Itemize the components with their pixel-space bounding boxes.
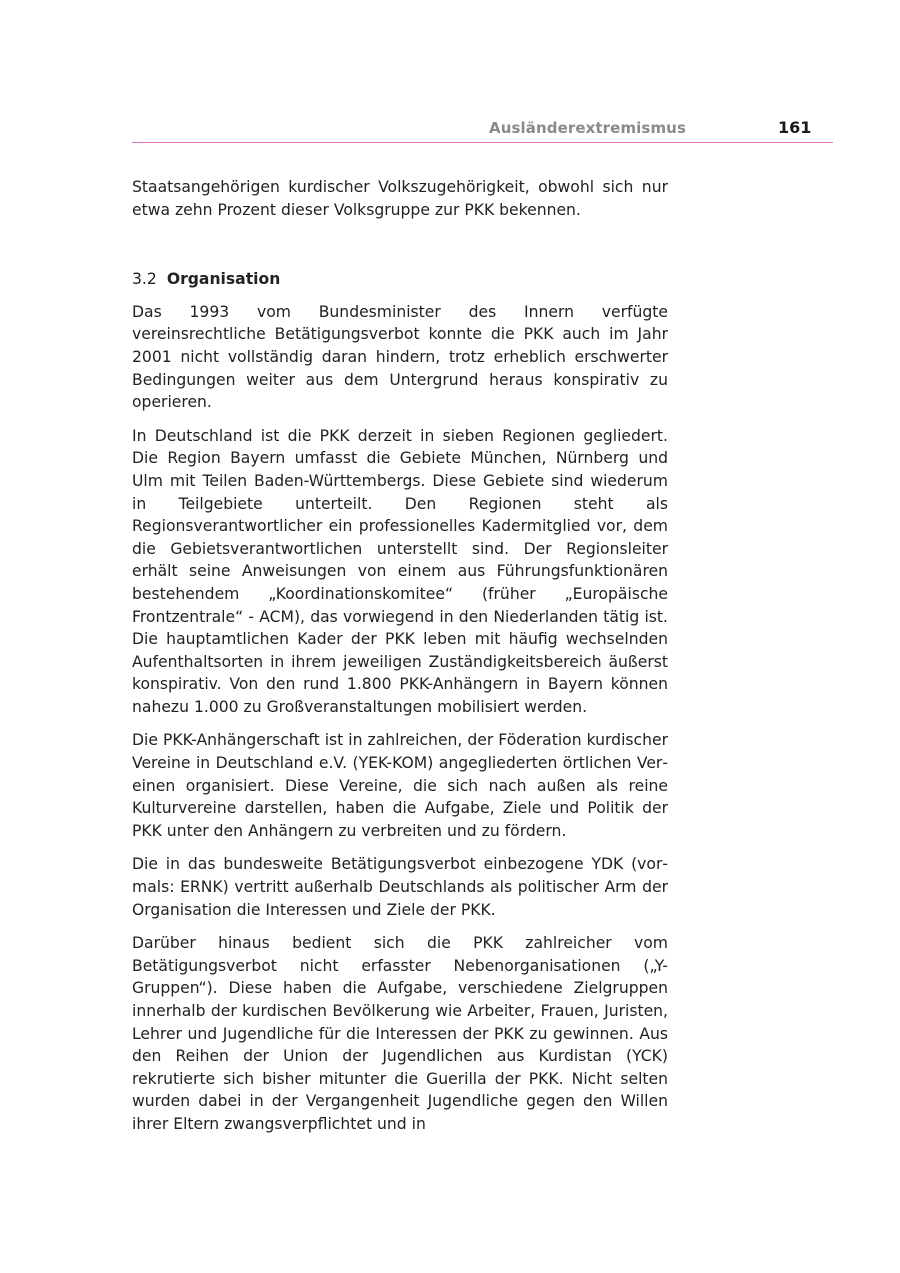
page-number: 161	[778, 118, 812, 137]
paragraph: Die in das bundesweite Betätigungsverbot einbezogene YDK (vormals: ERNK) vertritt außerhalb Deutschlands als politischer Arm der Organisation die Interessen und Ziele der PKK.	[132, 855, 668, 919]
page-body	[132, 176, 668, 1147]
paragraph: Die PKK-Anhängerschaft ist in zahlreichen, der Föderation kurdischer Vereine in Deutschland e.V. (YEK-KOM) angegliederten örtlichen Vereinen organisiert. Diese Vereine, die sich nach außen als reine Kulturvereine darstellen, haben die Aufgabe, Ziele und Politik der PKK unter den Anhängern zu verbreiten und zu fördern.	[132, 731, 668, 840]
section-number: 3.2	[132, 270, 157, 289]
paragraph: In Deutschland ist die PKK derzeit in sieben Regionen gegliedert. Die Region Bayern umfasst die Gebiete München, Nürnberg und Ulm mit Teilen Baden-Württembergs. Diese Gebiete sind wiederum in Teilgebiete unterteilt. Den Regionen steht als Regionsverantwortlicher ein professionelles Kadermitglied vor, dem die Gebietsverantwortlichen unterstellt sind. Der Regionsleiter erhält seine Anweisungen von einem aus Führungsfunktionären bestehendem „Koordinationskomitee“ (früher „Europäische Frontzentrale“ - ACM), das vorwiegend in den Niederlanden tätig ist. Die hauptamtlichen Kader der PKK leben mit häufig wechselnden Aufenthaltsorten in ihrem jeweiligen Zuständigkeitsbereich äußerst konspirativ. Von den rund 1.800 PKK-Anhängern in Bayern können nahezu 1.000 zu Großveranstaltungen mobilisiert werden.	[132, 426, 668, 716]
section-title: Organisation	[166, 270, 281, 289]
running-header	[132, 116, 833, 143]
paragraph-continuation: Staatsangehörigen kurdischer Volkszugehörigkeit, obwohl sich nur etwa zehn Prozent dieser Volksgruppe zur PKK bekennen.	[132, 178, 668, 219]
section-heading	[132, 268, 668, 291]
paragraph: Darüber hinaus bedient sich die PKK zahlreicher vom Betätigungsverbot nicht erfasster Nebenorganisationen („Y-Gruppen“). Diese haben die Aufgabe, verschiedene Zielgruppen innerhalb der kurdischen Bevölkerung wie Arbeiter, Frauen, Juristen, Lehrer und Jugendliche für die Interessen der PKK zu gewinnen. Aus den Reihen der Union der Jugendlichen aus Kurdistan (YCK) rekrutierte sich bisher mitunter die Guerilla der PKK. Nicht selten wurden dabei in der Vergangenheit Jugendliche gegen den Willen ihrer Eltern zwangsverpflichtet und in	[132, 934, 668, 1133]
header-title: Ausländerextremismus	[489, 119, 686, 137]
paragraph: Das 1993 vom Bundesminister des Innern verfügte vereinsrechtliche Betätigungsverbot konnte die PKK auch im Jahr 2001 nicht vollständig daran hindern, trotz erheblich erschwerter Bedingungen weiter aus dem Untergrund heraus konspirativ zu operieren.	[132, 302, 668, 412]
